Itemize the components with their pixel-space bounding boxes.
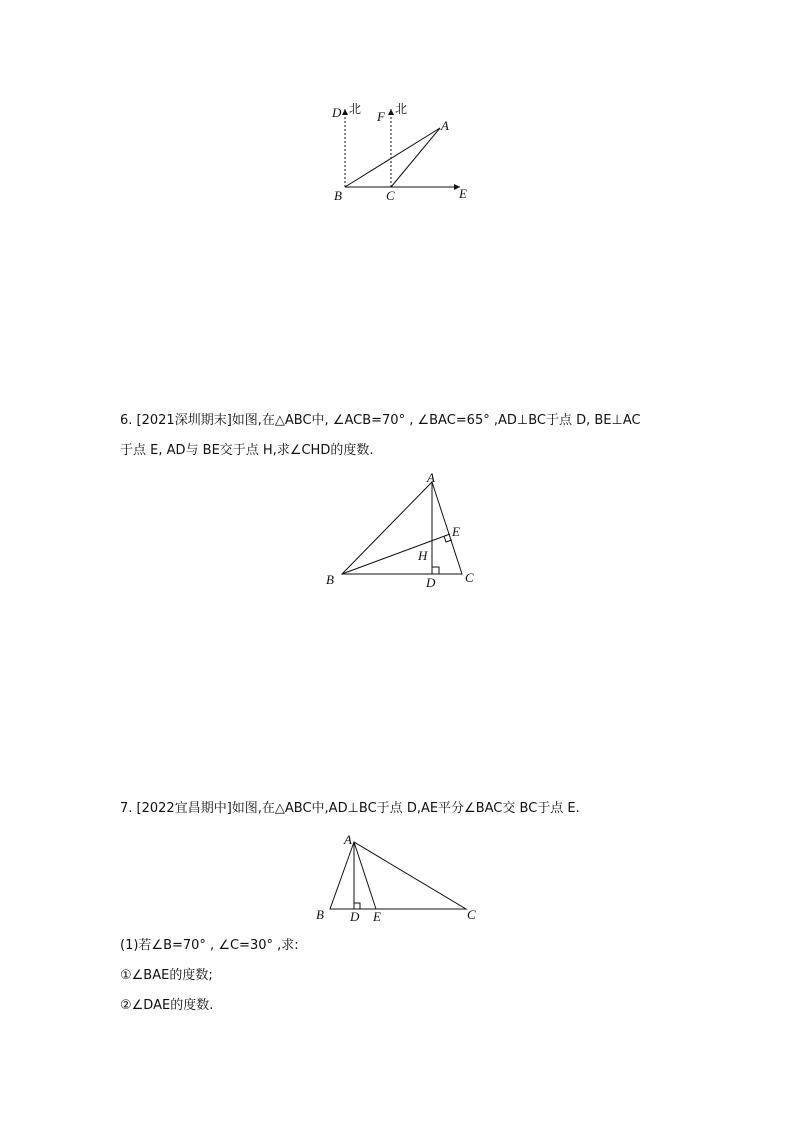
bisector-ae	[354, 842, 376, 909]
q7-text-line-1: 7. [2022宜昌期中]如图,在△ABC中,AD⊥BC于点 D,AE平分∠BAC交 BC于点 E.	[120, 801, 580, 816]
label-b: B	[334, 188, 342, 203]
label-a: A	[427, 470, 435, 485]
label-d: D	[332, 105, 342, 120]
label-d: D	[426, 575, 436, 590]
segment-be	[342, 534, 450, 574]
triangle-abc	[330, 842, 466, 909]
label-b: B	[326, 572, 334, 587]
segment-ca	[391, 128, 440, 187]
q7-sub-1: ①∠BAE的度数;	[120, 968, 213, 983]
label-c: C	[465, 570, 474, 585]
label-d: D	[350, 909, 360, 924]
label-e: E	[459, 186, 467, 201]
triangle-abc	[342, 482, 462, 574]
label-north-2: 北	[395, 102, 408, 116]
label-e: E	[373, 909, 381, 924]
segment-ba	[345, 128, 440, 187]
label-b: B	[316, 907, 324, 922]
figure-q6-triangle	[320, 470, 490, 595]
q7-sub-2: ②∠DAE的度数.	[120, 998, 214, 1013]
figure-q7-triangle	[310, 830, 490, 927]
label-f: F	[377, 109, 385, 124]
label-north-1: 北	[349, 102, 362, 116]
label-c: C	[386, 188, 395, 203]
label-h: H	[418, 548, 428, 563]
label-e: E	[452, 524, 460, 539]
q6-text-line-1: 6. [2021深圳期末]如图,在△ABC中, ∠ACB=70° , ∠BAC=65° ,AD⊥BC于点 D, BE⊥AC	[120, 413, 641, 428]
figure-bearing-diagram	[320, 95, 490, 205]
q7-part-1: (1)若∠B=70° , ∠C=30° ,求:	[120, 938, 299, 953]
label-a: A	[344, 832, 352, 847]
q6-text-line-2: 于点 E, AD与 BE交于点 H,求∠CHD的度数.	[120, 443, 374, 458]
label-c: C	[467, 907, 476, 922]
label-a: A	[441, 118, 449, 133]
right-angle-d	[432, 567, 439, 574]
